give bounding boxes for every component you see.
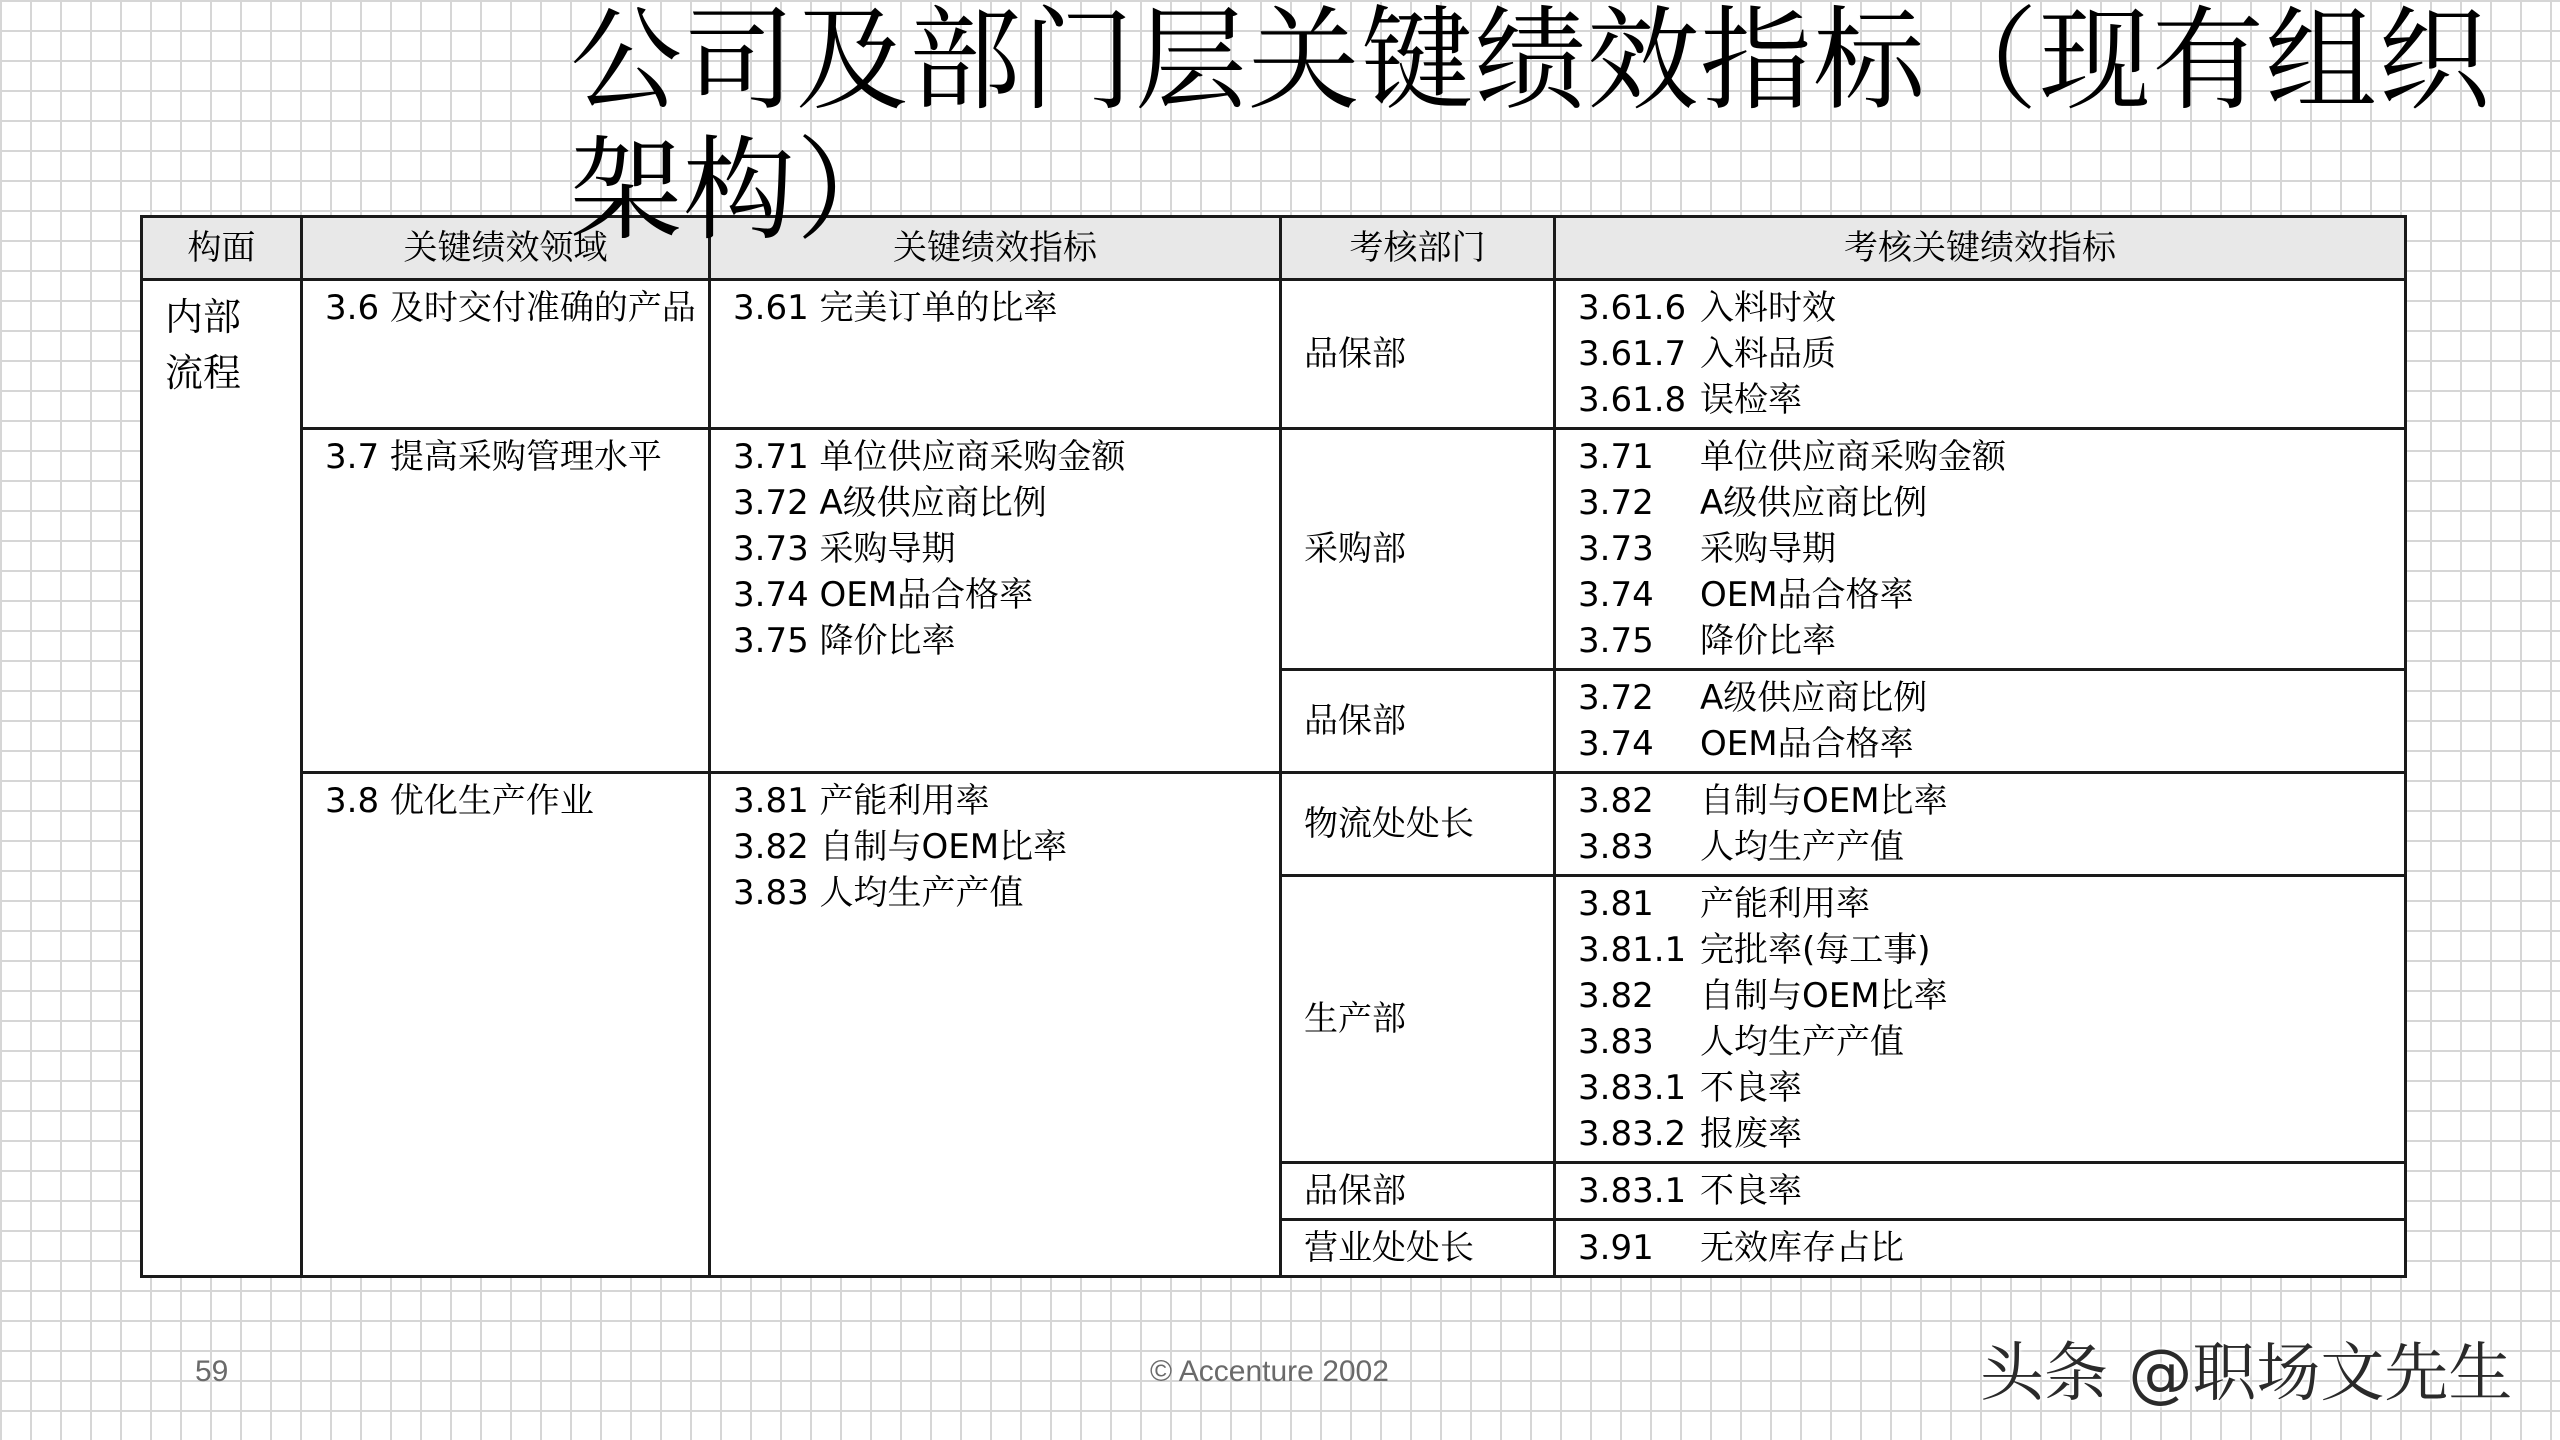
- metric-item: 3.81.1 完批率(每工事): [1578, 930, 1931, 970]
- metric-cell: [1555, 280, 2406, 429]
- header-dimension: 构面: [142, 217, 302, 280]
- metric-item: 3.81 产能利用率: [1578, 884, 1870, 924]
- table-row: [142, 773, 2406, 876]
- kpi-cell: [710, 773, 1281, 1277]
- metric-item: 3.83 人均生产产值: [1578, 1022, 1904, 1062]
- kpi-table: [140, 215, 2407, 1278]
- kpi-item: 3.72 A级供应商比例: [733, 483, 1047, 523]
- metric-item: 3.74 OEM品合格率: [1578, 724, 1914, 764]
- metric-item: 3.71 单位供应商采购金额: [1578, 437, 2006, 477]
- metric-item: 3.83 人均生产产值: [1578, 827, 1904, 867]
- header-assessed-kpi: 考核关键绩效指标: [1555, 217, 2406, 280]
- kpi-item: 3.61 完美订单的比率: [733, 288, 1058, 328]
- copyright: © Accenture 2002: [1150, 1355, 1389, 1388]
- header-kpi-area: 关键绩效领域: [302, 217, 710, 280]
- metric-item: 3.83.2 报废率: [1578, 1114, 1802, 1154]
- dept-cell: 品保部: [1281, 280, 1555, 429]
- metric-item: 3.72 A级供应商比例: [1578, 678, 1928, 718]
- metric-cell: [1555, 1163, 2406, 1220]
- dimension-line: 流程: [165, 351, 242, 395]
- dept-cell: 品保部: [1281, 670, 1555, 773]
- dimension-cell: [142, 280, 302, 1277]
- metric-cell: [1555, 773, 2406, 876]
- kpi-cell: [710, 429, 1281, 773]
- metric-item: 3.61.7 入料品质: [1578, 334, 1836, 374]
- metric-item: 3.61.6 入料时效: [1578, 288, 1836, 328]
- metric-item: 3.73 采购导期: [1578, 529, 1836, 569]
- dept-cell: 生产部: [1281, 876, 1555, 1163]
- page-number: 59: [195, 1355, 229, 1388]
- kpi-cell: [710, 280, 1281, 429]
- metric-item: 3.83.1 不良率: [1578, 1171, 1802, 1211]
- metric-item: 3.91 无效库存占比: [1578, 1228, 1904, 1268]
- dept-cell: 品保部: [1281, 1163, 1555, 1220]
- dimension-line: 内部: [165, 295, 242, 339]
- kpi-item: 3.73 采购导期: [733, 529, 956, 569]
- metric-cell: [1555, 429, 2406, 670]
- metric-cell: [1555, 1220, 2406, 1277]
- metric-item: 3.82 自制与OEM比率: [1578, 976, 1948, 1016]
- kpi-area-cell: 3.8 优化生产作业: [302, 773, 710, 1277]
- dept-cell: 采购部: [1281, 429, 1555, 670]
- kpi-item: 3.74 OEM品合格率: [733, 575, 1034, 615]
- dept-cell: 营业处处长: [1281, 1220, 1555, 1277]
- metric-item: 3.75 降价比率: [1578, 621, 1836, 661]
- dept-cell: 物流处处长: [1281, 773, 1555, 876]
- metric-cell: [1555, 670, 2406, 773]
- header-assessed-dept: 考核部门: [1281, 217, 1555, 280]
- watermark: 头条 @职场文先生: [1980, 1337, 2513, 1411]
- table-row: [142, 429, 2406, 670]
- kpi-item: 3.71 单位供应商采购金额: [733, 437, 1126, 477]
- kpi-area-cell: 3.7 提高采购管理水平: [302, 429, 710, 773]
- metric-item: 3.74 OEM品合格率: [1578, 575, 1914, 615]
- kpi-item: 3.82 自制与OEM比率: [733, 827, 1068, 867]
- kpi-item: 3.83 人均生产产值: [733, 873, 1024, 913]
- metric-item: 3.83.1 不良率: [1578, 1068, 1802, 1108]
- kpi-item: 3.81 产能利用率: [733, 781, 990, 821]
- header-kpi: 关键绩效指标: [710, 217, 1281, 280]
- metric-item: 3.82 自制与OEM比率: [1578, 781, 1948, 821]
- kpi-item: 3.75 降价比率: [733, 621, 956, 661]
- page-title: 公司及部门层关键绩效指标（现有组织架构）: [570, 0, 2491, 256]
- metric-item: 3.61.8 误检率: [1578, 380, 1802, 420]
- metric-cell: [1555, 876, 2406, 1163]
- table-row: [142, 280, 2406, 429]
- kpi-area-cell: 3.6 及时交付准确的产品: [302, 280, 710, 429]
- metric-item: 3.72 A级供应商比例: [1578, 483, 1928, 523]
